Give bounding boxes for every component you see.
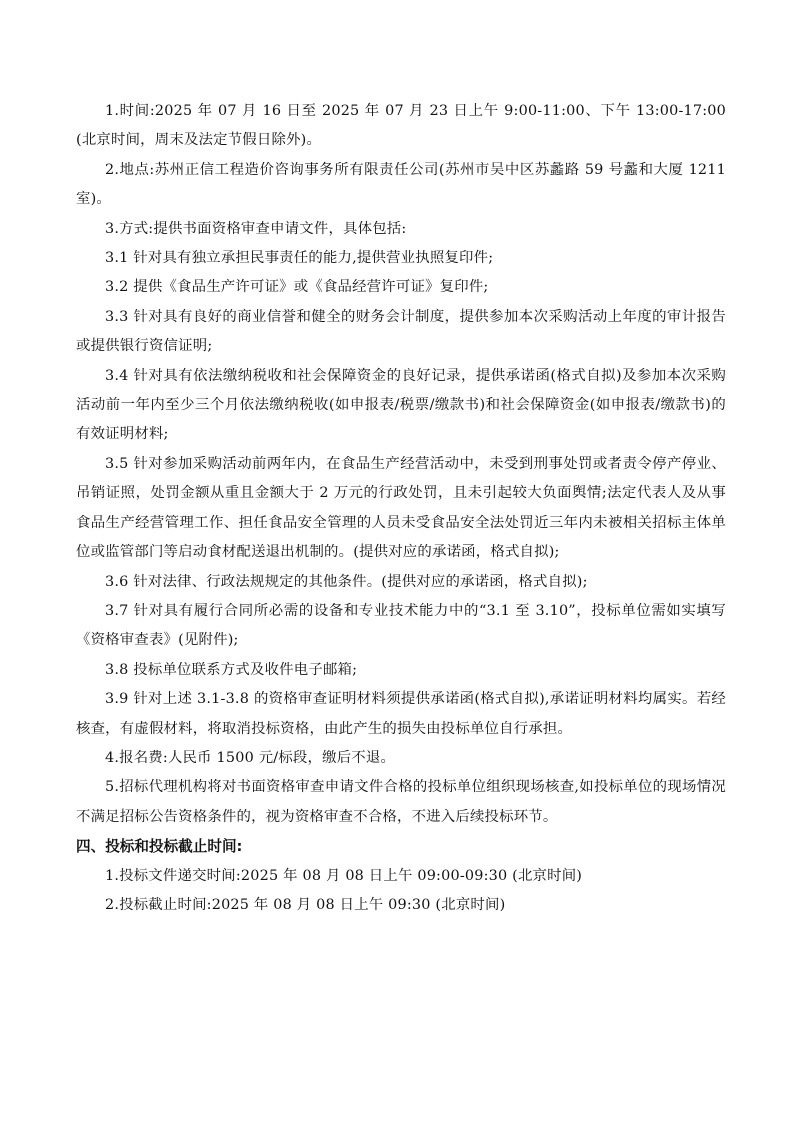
paragraph-item-3-3: 3.3 针对具有良好的商业信誉和健全的财务会计制度，提供参加本次采购活动上年度的审计报告或提供银行资信证明; bbox=[76, 308, 726, 355]
paragraph-item-3-2: 3.2 提供《食品生产许可证》或《食品经营许可证》复印件; bbox=[105, 279, 489, 296]
document-body bbox=[76, 97, 726, 920]
section-four-heading: 四、投标和投标截止时间: bbox=[76, 838, 243, 856]
paragraph-method: 3.方式:提供书面资格审查申请文件，具体包括: bbox=[105, 220, 407, 237]
paragraph-submission-time: 1.投标文件递交时间:2025 年 08 月 08 日上午 09:00-09:30 (北京时间) bbox=[105, 867, 583, 884]
paragraph-item-3-8: 3.8 投标单位联系方式及收件电子邮箱; bbox=[105, 661, 358, 678]
paragraph-location: 2.地点:苏州正信工程造价咨询事务所有限责任公司(苏州市吴中区苏蠡路 59 号蠡和大厦 1211 室)。 bbox=[76, 161, 726, 208]
paragraph-item-3-4: 3.4 针对具有依法缴纳税收和社会保障资金的良好记录，提供承诺函(格式自拟)及参加本次采购活动前一年内至少三个月依法缴纳税收(如申报表/税票/缴款书)和社会保障资金(如申报表/缴款书)的有效证明材料; bbox=[76, 367, 726, 443]
paragraph-time: 1.时间:2025 年 07 月 16 日至 2025 年 07 月 23 日上午 9:00-11:00、下午 13:00-17:00(北京时间，周末及法定节假日除外)。 bbox=[76, 103, 726, 149]
paragraph-item-3-9: 3.9 针对上述 3.1-3.8 的资格审查证明材料须提供承诺函(格式自拟),承诺证明材料均属实。若经核查，有虚假材料，将取消投标资格，由此产生的损失由投标单位自行承担。 bbox=[76, 691, 726, 737]
paragraph-item-3-6: 3.6 针对法律、行政法规规定的其他条件。(提供对应的承诺函，格式自拟); bbox=[105, 573, 588, 590]
paragraph-item-3-1: 3.1 针对具有独立承担民事责任的能力,提供营业执照复印件; bbox=[105, 250, 494, 267]
paragraph-item-3-7: 3.7 针对具有履行合同所必需的设备和专业技术能力中的“3.1 至 3.10”，投标单位需如实填写《资格审查表》(见附件); bbox=[76, 602, 726, 649]
paragraph-onsite-check: 5.招标代理机构将对书面资格审查申请文件合格的投标单位组织现场核查,如投标单位的现场情况不满足招标公告资格条件的，视为资格审查不合格，不进入后续投标环节。 bbox=[76, 779, 726, 825]
paragraph-deadline: 2.投标截止时间:2025 年 08 月 08 日上午 09:30 (北京时间) bbox=[105, 896, 506, 913]
paragraph-item-3-5: 3.5 针对参加采购活动前两年内，在食品生产经营活动中，未受到刑事处罚或者责令停产停业、吊销证照，处罚金额从重且金额大于 2 万元的行政处罚，且未引起较大负面舆情;法定代表人及从事食品生产经营管理工作、担任食品安全管理的人员未受食品安全法处罚近三年内未被相关招标主体单位或监管部门等启动食材配送退出机制的。(提供对应的承诺函，格式自拟); bbox=[76, 455, 726, 561]
paragraph-fee: 4.报名费:人民币 1500 元/标段，缴后不退。 bbox=[105, 749, 396, 766]
